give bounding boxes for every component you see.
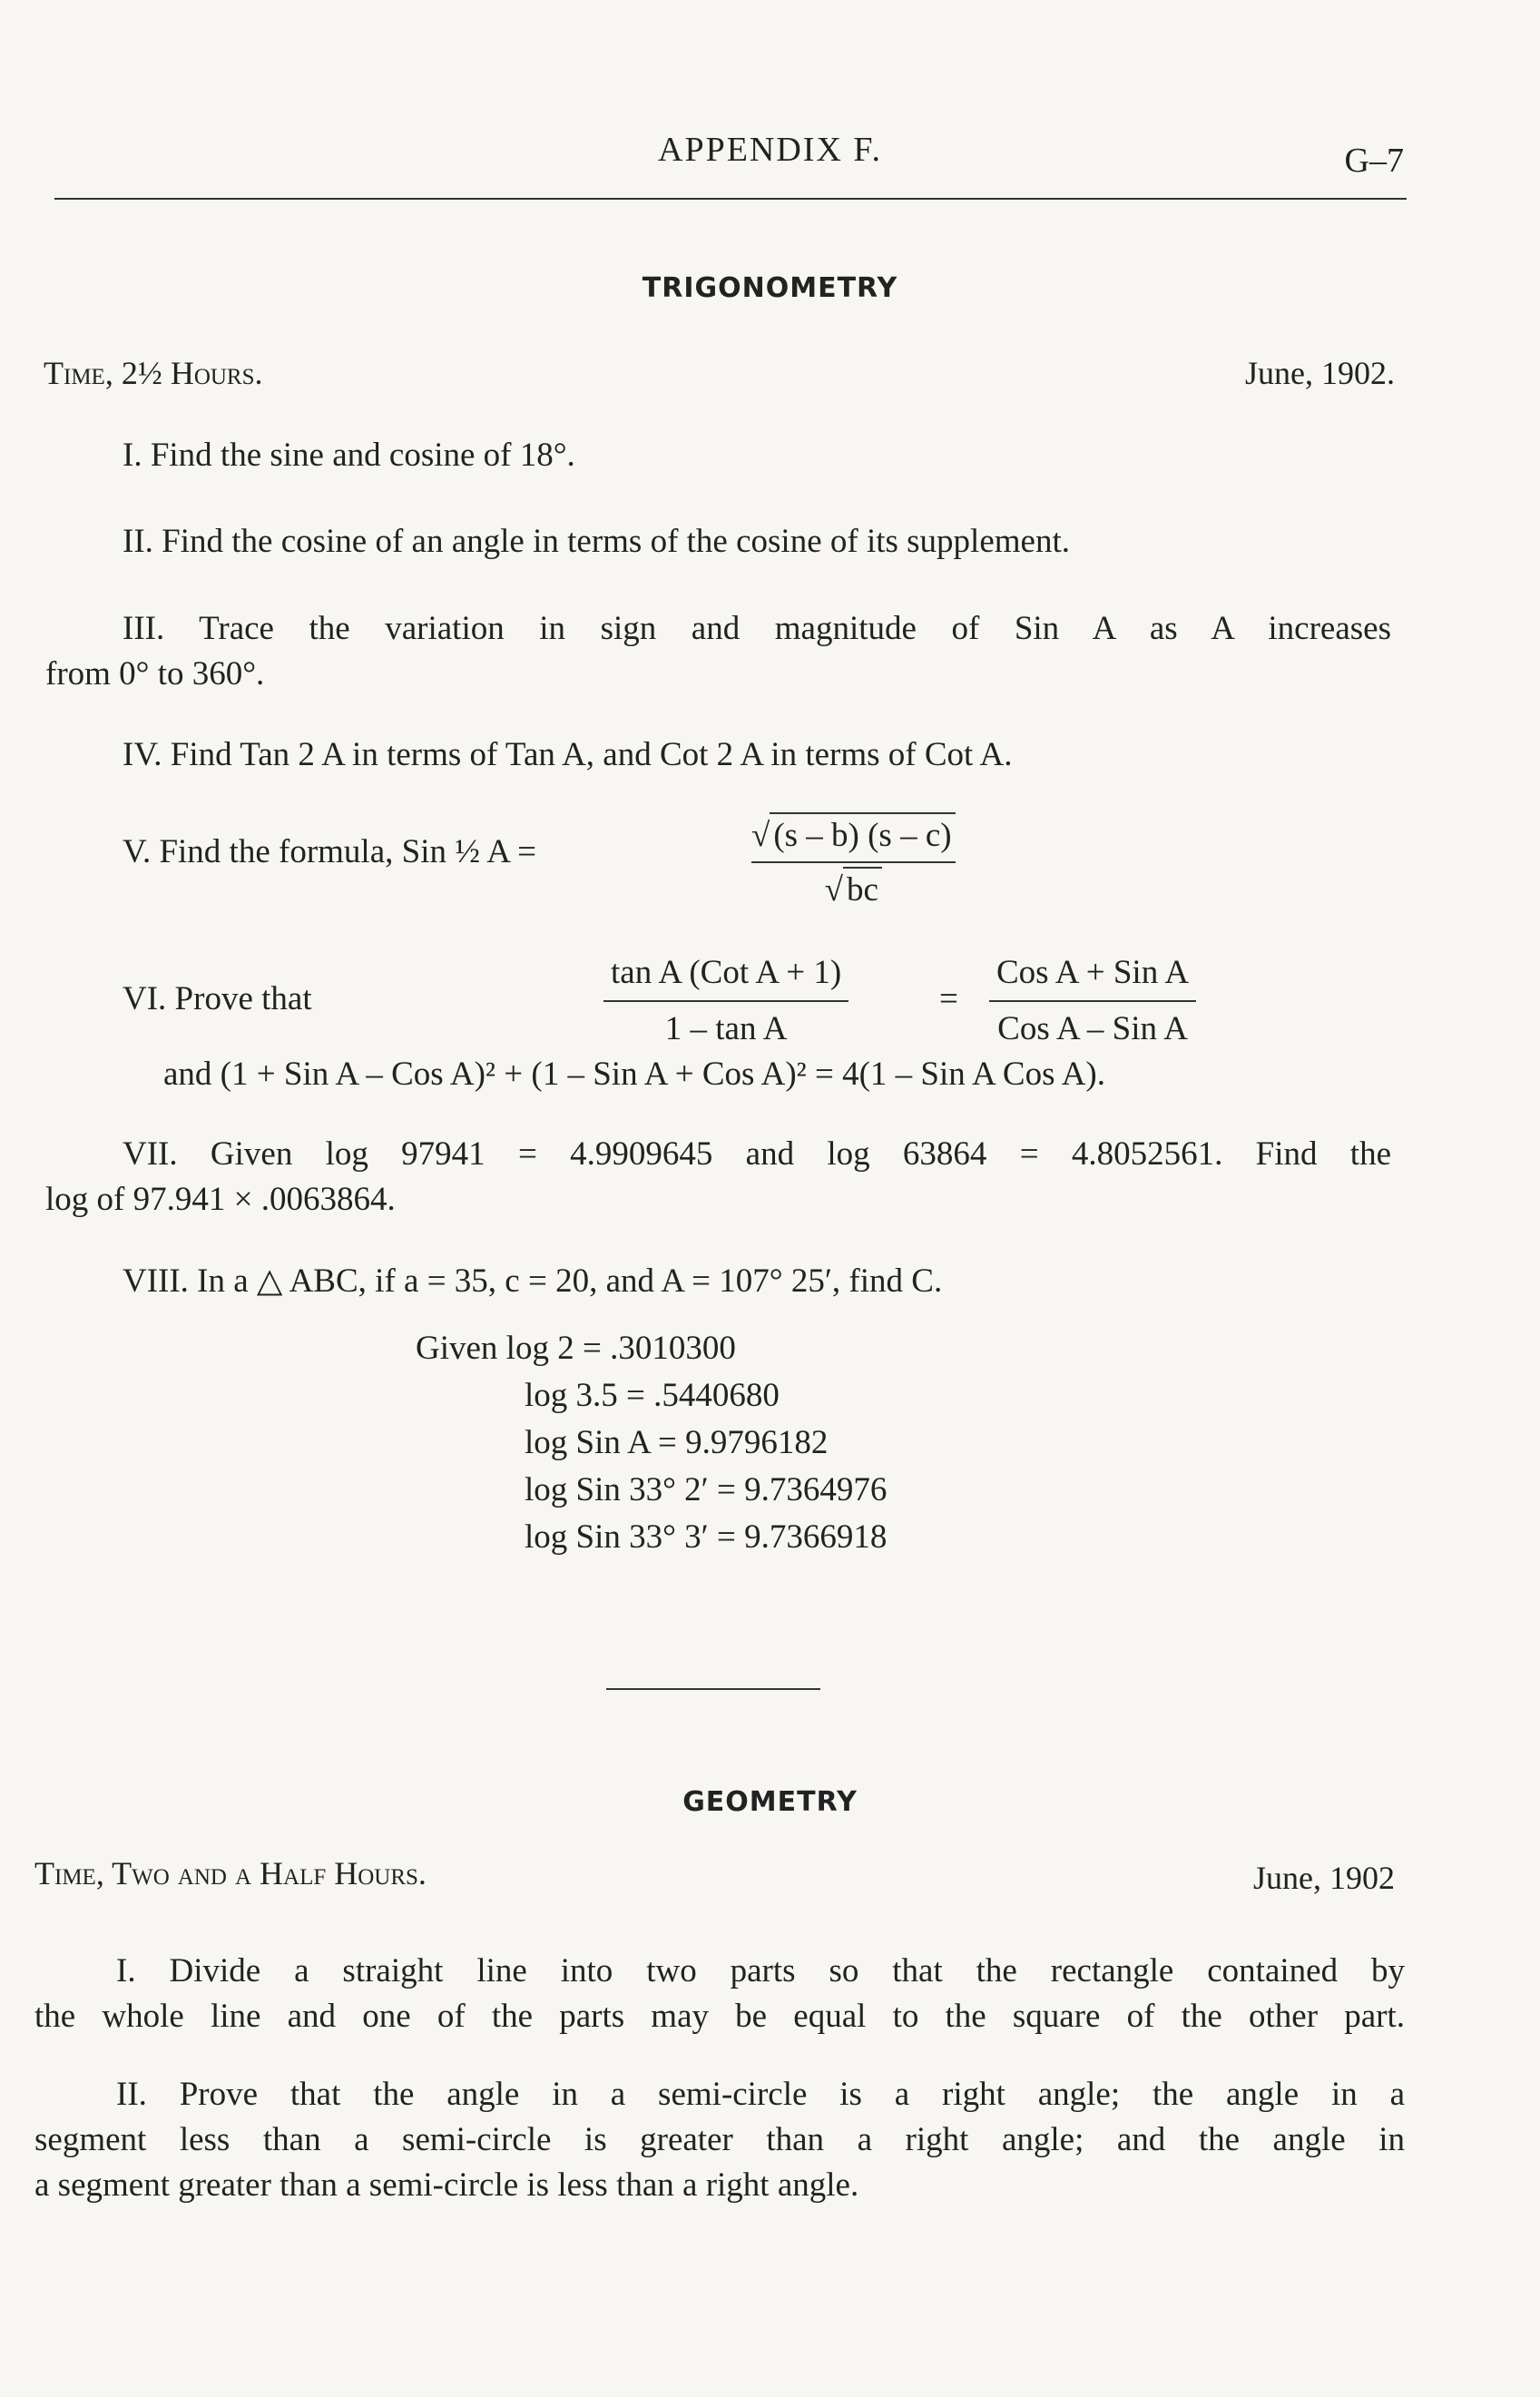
geometry-title: GEOMETRY bbox=[682, 1786, 858, 1818]
geometry-question-2 bbox=[34, 2072, 1405, 2208]
trig-question-4: IV. Find Tan 2 A in terms of Tan A, and Cot 2 A in terms of Cot A. bbox=[123, 736, 1013, 773]
q6-rhs-denominator: Cos A – Sin A bbox=[997, 1010, 1188, 1047]
trig-question-1: I. Find the sine and cosine of 18°. bbox=[123, 437, 575, 474]
given-logs bbox=[416, 1325, 887, 1561]
trig-question-7-line-1: VII. Given log 97941 = 4.9909645 and log 63864 = 4.8052561. Find the bbox=[123, 1135, 1391, 1173]
geometry-question-2-line-3: a segment greater than a semi-circle is less than a right angle. bbox=[34, 2166, 859, 2204]
appendix-title: APPENDIX F. bbox=[658, 131, 882, 169]
q6-rhs-numerator: Cos A + Sin A bbox=[989, 951, 1196, 1002]
log-line-1: Given log 2 = .3010300 bbox=[416, 1330, 736, 1367]
q5-denominator: bc bbox=[843, 867, 882, 912]
q5-numerator: (s – b) (s – c) bbox=[770, 812, 955, 858]
geometry-question-1 bbox=[34, 1949, 1405, 2039]
trigonometry-title: TRIGONOMETRY bbox=[642, 272, 898, 304]
geometry-question-1-line-2: the whole line and one of the parts may be equal to the square of the other part. bbox=[34, 1998, 1405, 2035]
trig-question-5-label: V. Find the formula, Sin ½ A = bbox=[123, 833, 536, 870]
geometry-question-1-line-1: I. Divide a straight line into two parts so that the rectangle contained by bbox=[116, 1952, 1405, 1989]
trig-question-7-line-2: log of 97.941 × .0063864. bbox=[45, 1181, 396, 1218]
q6-lhs-fraction bbox=[603, 951, 848, 1051]
sqrt-sign-icon: √ bbox=[751, 817, 770, 854]
trig-question-2: II. Find the cosine of an angle in terms of the cosine of its supplement. bbox=[123, 523, 1070, 560]
geometry-question-2-line-1: II. Prove that the angle in a semi-circle is a right angle; the angle in a bbox=[116, 2076, 1405, 2113]
trig-time: Time, 2½ Hours. bbox=[44, 355, 263, 391]
page-number: G–7 bbox=[1344, 142, 1404, 180]
geometry-question-2-line-2: segment less than a semi-circle is greater than a right angle; and the angle in bbox=[34, 2121, 1405, 2158]
trig-date: June, 1902. bbox=[1245, 355, 1395, 391]
section-divider bbox=[606, 1688, 820, 1690]
geometry-time: Time, Two and a Half Hours. bbox=[34, 1855, 427, 1891]
header-rule bbox=[54, 198, 1407, 200]
trig-question-8: VIII. In a △ ABC, if a = 35, c = 20, and A = 107° 25′, find C. bbox=[123, 1262, 943, 1300]
trig-question-3-line-1: III. Trace the variation in sign and magnitude of Sin A as A increases bbox=[123, 610, 1391, 647]
trig-question-3-line-2: from 0° to 360°. bbox=[45, 655, 265, 693]
trig-question-7 bbox=[45, 1132, 1391, 1223]
sqrt-sign-icon: √ bbox=[824, 871, 843, 909]
q6-lhs-numerator: tan A (Cot A + 1) bbox=[603, 951, 848, 1002]
q6-lhs-denominator: 1 – tan A bbox=[664, 1010, 788, 1047]
q6-rhs-fraction bbox=[989, 951, 1196, 1051]
trig-question-6-line-2: and (1 + Sin A – Cos A)² + (1 – Sin A + Cos A)² = 4(1 – Sin A Cos A). bbox=[163, 1056, 1106, 1093]
log-line-2: log 3.5 = .5440680 bbox=[525, 1377, 780, 1414]
trig-question-5-fraction bbox=[751, 812, 956, 912]
trig-question-3 bbox=[45, 606, 1391, 697]
log-line-4: log Sin 33° 2′ = 9.7364976 bbox=[525, 1471, 888, 1508]
q6-equals: = bbox=[939, 980, 958, 1017]
trig-question-6-label: VI. Prove that bbox=[123, 980, 312, 1017]
geometry-date: June, 1902 bbox=[1253, 1860, 1395, 1896]
log-line-5: log Sin 33° 3′ = 9.7366918 bbox=[525, 1518, 888, 1556]
log-line-3: log Sin A = 9.9796182 bbox=[525, 1424, 829, 1461]
